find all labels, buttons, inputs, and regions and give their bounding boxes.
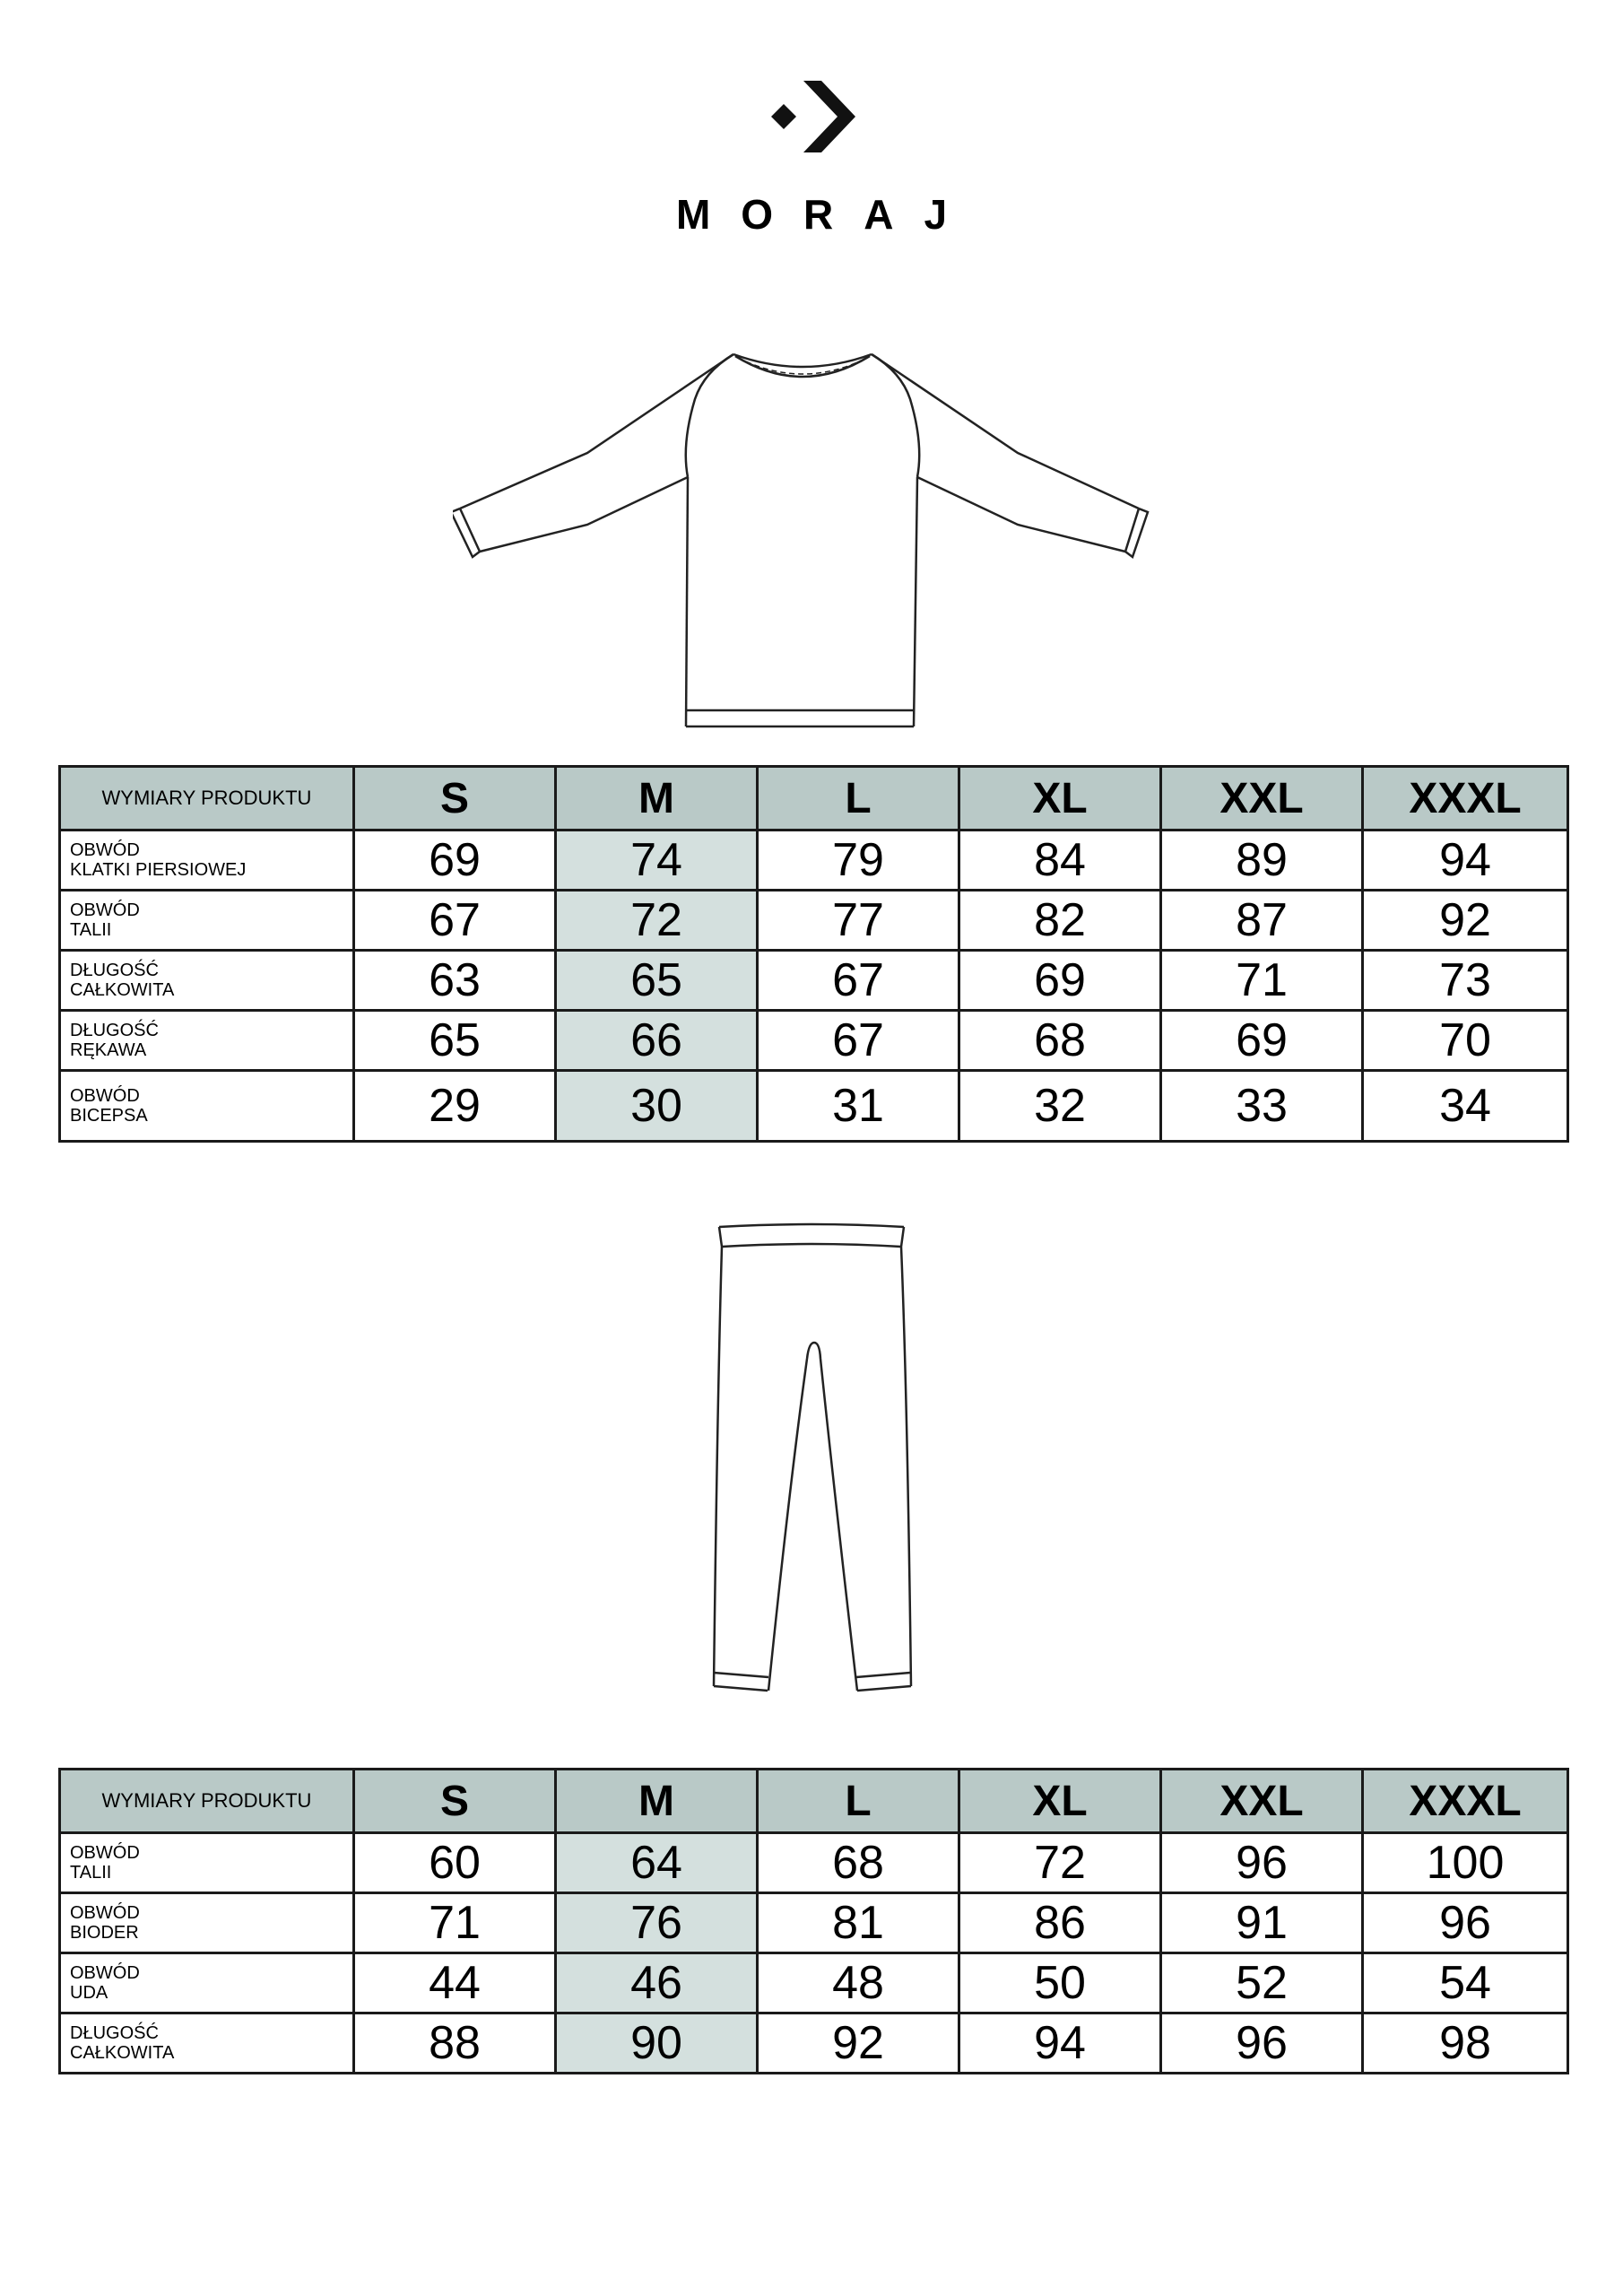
table-cell: 32 — [959, 1071, 1161, 1142]
table-cell: 54 — [1363, 1953, 1568, 2013]
table-cell: 68 — [758, 1833, 959, 1893]
table-cell: 96 — [1363, 1893, 1568, 1953]
size-header: L — [758, 767, 959, 831]
table-row — [60, 1011, 1568, 1071]
table-cell: 94 — [959, 2013, 1161, 2074]
table-cell: 29 — [354, 1071, 556, 1142]
brand-name: MORAJ — [675, 191, 978, 238]
table-header-row — [60, 767, 1568, 831]
table-cell: 79 — [758, 831, 959, 891]
table-cell: 86 — [959, 1893, 1161, 1953]
table-cell: 66 — [556, 1011, 758, 1071]
table-row — [60, 2013, 1568, 2074]
table-cell: 68 — [959, 1011, 1161, 1071]
table-cell: 65 — [354, 1011, 556, 1071]
table-row — [60, 951, 1568, 1011]
table-row — [60, 1833, 1568, 1893]
table-cell: 31 — [758, 1071, 959, 1142]
table-cell: 65 — [556, 951, 758, 1011]
table-cell: 67 — [758, 1011, 959, 1071]
row-label: OBWÓD KLATKI PIERSIOWEJ — [60, 831, 354, 891]
table-cell: 90 — [556, 2013, 758, 2074]
table-cell: 48 — [758, 1953, 959, 2013]
table-cell: 69 — [1161, 1011, 1363, 1071]
table-cell: 100 — [1363, 1833, 1568, 1893]
size-header: S — [354, 767, 556, 831]
size-header: XL — [959, 1770, 1161, 1833]
size-header: M — [556, 767, 758, 831]
table-cell: 77 — [758, 891, 959, 951]
table-cell: 60 — [354, 1833, 556, 1893]
table-row — [60, 1893, 1568, 1953]
row-label: OBWÓD UDA — [60, 1953, 354, 2013]
table-cell: 87 — [1161, 891, 1363, 951]
size-header: XXL — [1161, 1770, 1363, 1833]
table-cell: 81 — [758, 1893, 959, 1953]
row-label: OBWÓD TALII — [60, 891, 354, 951]
table-cell: 50 — [959, 1953, 1161, 2013]
table-row — [60, 1953, 1568, 2013]
table-cell: 69 — [354, 831, 556, 891]
table-row — [60, 1071, 1568, 1142]
table-cell: 67 — [354, 891, 556, 951]
diamond-chevron-logo-icon — [762, 76, 861, 157]
table-cell: 96 — [1161, 2013, 1363, 2074]
row-label: OBWÓD TALII — [60, 1833, 354, 1893]
size-header: M — [556, 1770, 758, 1833]
row-label: OBWÓD BIODER — [60, 1893, 354, 1953]
table-cell: 92 — [1363, 891, 1568, 951]
table-cell: 72 — [556, 891, 758, 951]
table-cell: 46 — [556, 1953, 758, 2013]
size-header: XXL — [1161, 767, 1363, 831]
table-cell: 96 — [1161, 1833, 1363, 1893]
leggings-illustration — [708, 1220, 915, 1709]
table-cell: 67 — [758, 951, 959, 1011]
size-header: L — [758, 1770, 959, 1833]
table-cell: 70 — [1363, 1011, 1568, 1071]
size-header: XXXL — [1363, 767, 1568, 831]
table-cell: 63 — [354, 951, 556, 1011]
table-cell: 34 — [1363, 1071, 1568, 1142]
table-cell: 33 — [1161, 1071, 1363, 1142]
bottom-size-table — [58, 1768, 1569, 2074]
table-cell: 76 — [556, 1893, 758, 1953]
size-header: XXXL — [1363, 1770, 1568, 1833]
table-cell: 71 — [354, 1893, 556, 1953]
table-header-row — [60, 1770, 1568, 1833]
table-row — [60, 831, 1568, 891]
table-cell: 64 — [556, 1833, 758, 1893]
table-cell: 30 — [556, 1071, 758, 1142]
table-cell: 98 — [1363, 2013, 1568, 2074]
table-row — [60, 891, 1568, 951]
table-cell: 44 — [354, 1953, 556, 2013]
brand-logo — [0, 76, 1623, 157]
row-label: OBWÓD BICEPSA — [60, 1071, 354, 1142]
size-header: XL — [959, 767, 1161, 831]
table-cell: 74 — [556, 831, 758, 891]
row-label: DŁUGOŚĆ RĘKAWA — [60, 1011, 354, 1071]
table-cell: 92 — [758, 2013, 959, 2074]
table-cell: 91 — [1161, 1893, 1363, 1953]
table-cell: 69 — [959, 951, 1161, 1011]
table-cell: 89 — [1161, 831, 1363, 891]
table-cell: 73 — [1363, 951, 1568, 1011]
table-cell: 94 — [1363, 831, 1568, 891]
row-label: DŁUGOŚĆ CAŁKOWITA — [60, 951, 354, 1011]
product-dimensions-header: WYMIARY PRODUKTU — [60, 767, 354, 831]
table-cell: 71 — [1161, 951, 1363, 1011]
table-cell: 82 — [959, 891, 1161, 951]
product-dimensions-header: WYMIARY PRODUKTU — [60, 1770, 354, 1833]
row-label: DŁUGOŚĆ CAŁKOWITA — [60, 2013, 354, 2074]
long-sleeve-top-illustration — [453, 345, 1152, 731]
table-cell: 88 — [354, 2013, 556, 2074]
table-cell: 84 — [959, 831, 1161, 891]
top-size-table — [58, 765, 1569, 1143]
table-cell: 72 — [959, 1833, 1161, 1893]
size-header: S — [354, 1770, 556, 1833]
table-cell: 52 — [1161, 1953, 1363, 2013]
